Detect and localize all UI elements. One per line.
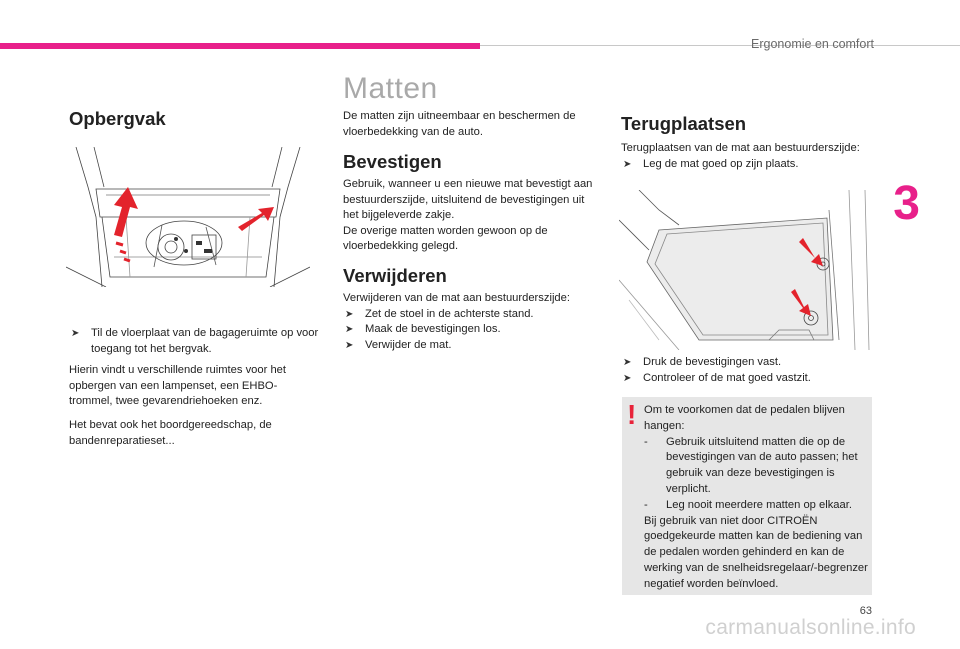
opbergvak-para-1: Hierin vindt u verschillende ruimtes voor het opbergen van een lampenset, een EHBO-trommel, twee gevarendriehoeken enz. [69, 364, 287, 408]
verwijderen-text [343, 291, 603, 353]
matten-intro: De matten zijn uitneembaar en beschermen de vloerbedekking van de auto. [343, 110, 576, 138]
arrow-right-icon: ➤ [345, 308, 354, 320]
pointer-arrow-icon [238, 207, 274, 231]
terugplaatsen-intro [621, 141, 881, 172]
opbergvak-para-2: Het bevat ook het boordgereedschap, de bandenreparatieset... [69, 419, 272, 447]
terugplaatsen-heading: Terugplaatsen [621, 113, 747, 134]
trunk-storage-drawing [66, 147, 310, 287]
lift-arrow-icon [114, 187, 138, 261]
warning-intro: Om te voorkomen dat de pedalen blijven hangen: [644, 404, 845, 432]
terugplaatsen-intro-text: Terugplaatsen van de mat aan bestuurderszijde: [621, 142, 860, 154]
trunk-storage-illustration [66, 147, 310, 287]
arrow-right-icon: ➤ [623, 158, 632, 170]
watermark: carmanualsonline.info [705, 616, 916, 639]
floor-mat-drawing [619, 190, 873, 350]
bevestigen-text-2: De overige matten worden gewoon op de vloerbedekking gelegd. [343, 224, 548, 253]
section-title: Ergonomie en comfort [751, 37, 874, 51]
list-item: ➤ Leg de mat goed op zijn plaats. [621, 157, 881, 173]
bullet-text: Til de vloerplaat van de bagageruimte op voor toegang tot het bergvak. [91, 327, 319, 355]
floor-mat-illustration [619, 190, 873, 350]
bevestigen-text [343, 177, 598, 255]
arrow-right-icon: ➤ [623, 372, 632, 384]
header-accent-bar [0, 43, 480, 49]
arrow-right-icon: ➤ [71, 328, 80, 339]
arrow-right-icon: ➤ [623, 357, 632, 368]
list-item: ➤ Controleer of de mat goed vastzit. [621, 371, 881, 387]
matten-title: Matten [343, 72, 438, 105]
header-rule [480, 45, 960, 46]
list-item: - Leg nooit meerdere matten op elkaar. [644, 498, 852, 511]
list-item: - Gebruik uitsluitend matten die op de bevestigingen van de auto passen; het gebruik van deze bevestigingen is verplicht. [644, 435, 858, 495]
list-item: ➤ Verwijder de mat. [343, 338, 603, 354]
list-item: ➤ Zet de stoel in de achterste stand. [343, 307, 603, 323]
list-item: ➤ Druk de bevestigingen vast. [621, 355, 881, 371]
warning-box [622, 397, 872, 595]
page-number: 63 [859, 605, 872, 617]
exclamation-icon: ! [627, 399, 637, 430]
verwijderen-heading: Verwijderen [343, 265, 447, 286]
arrow-right-icon: ➤ [345, 339, 354, 351]
warning-text [644, 403, 870, 593]
arrow-right-icon: ➤ [345, 324, 354, 336]
verwijderen-intro: Verwijderen van de mat aan bestuurderszijde: [343, 292, 570, 304]
opbergvak-heading: Opbergvak [69, 108, 166, 129]
bevestigen-text-1: Gebruik, wanneer u een nieuwe mat bevestigt aan bestuurderszijde, uitsluitend de bevestigingen uit het bijgeleverde zakje. [343, 178, 593, 222]
opbergvak-bullet [69, 326, 319, 357]
warning-outro: Bij gebruik van niet door CITROËN goedgekeurde matten kan de bediening van de pedalen worden gehinderd en kan de werking van de snelheidsregelaar/-begrenzer negatief worden beïnvloed. [644, 514, 868, 590]
terugplaatsen-after [621, 355, 881, 386]
chapter-number: 3 [893, 177, 920, 230]
list-item: ➤ Maak de bevestigingen los. [343, 322, 603, 338]
bevestigen-heading: Bevestigen [343, 151, 442, 172]
